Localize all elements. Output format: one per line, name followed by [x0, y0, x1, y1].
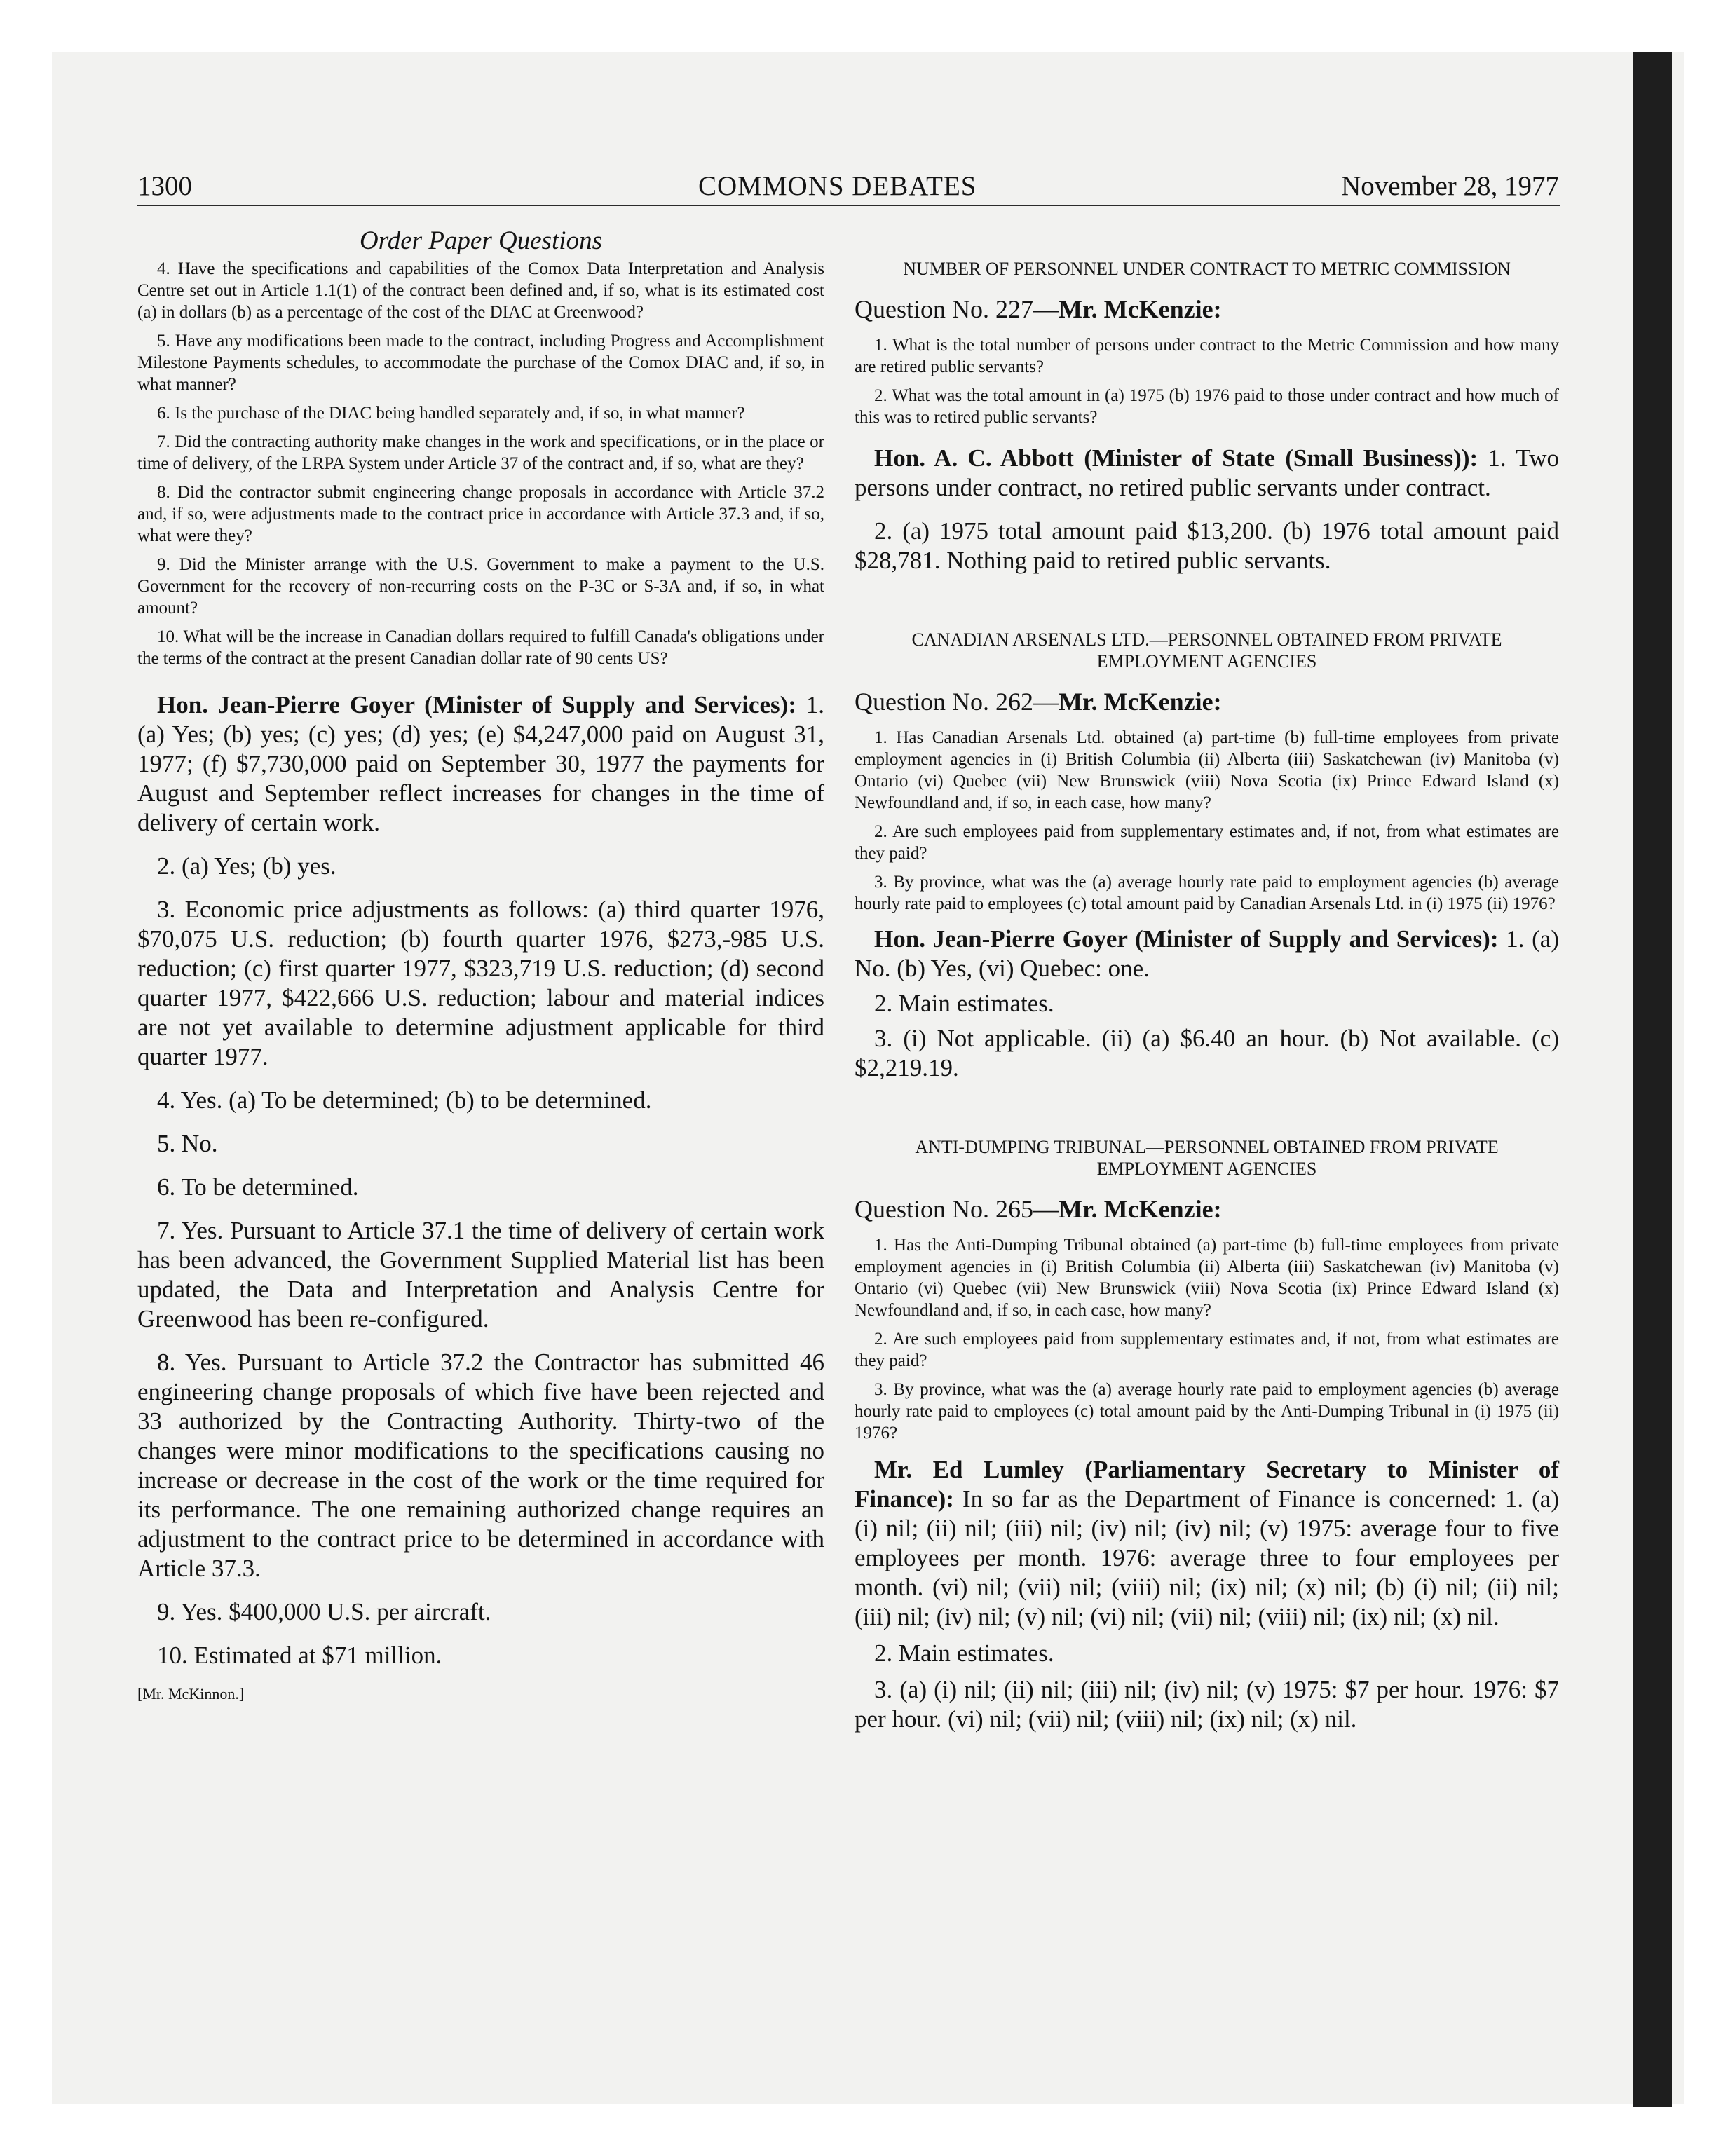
page-date: November 28, 1977: [1341, 171, 1559, 201]
question-item: 1. What is the total number of persons under contract to the Metric Commission and how many are retired public servants?: [855, 336, 1559, 376]
answer-paragraph: 5. No.: [157, 1130, 218, 1157]
question-item: 6. Is the purchase of the DIAC being handled separately and, if so, in what manner?: [157, 404, 745, 423]
question-number: [855, 294, 1559, 325]
running-head: Order Paper Questions: [360, 226, 602, 255]
answer-paragraph: 9. Yes. $400,000 U.S. per aircraft.: [157, 1598, 491, 1625]
answer-paragraph: 3. Economic price adjustments as follows: (a) third quarter 1976, $70,075 U.S. reduction; (b) fourth quarter 1976, $273,-985 U.S. reduction; (c) first quarter 1977, $323,719 U.S. reduction; (d) second quarter 1977, $422,666 U.S. reduction; labour and material indices are not yet available to determine adjustment applicable for third quarter 1977.: [137, 896, 824, 1070]
answer-paragraph: 6. To be determined.: [157, 1173, 359, 1201]
question-number: [855, 1194, 1559, 1224]
question-item: 5. Have any modifications been made to the contract, including Progress and Accomplishment Milestone Payments schedules, to accommodate the purchase of the Comox DIAC and, if so, in what manner?: [137, 332, 824, 394]
question-number-label: Question No. 227—: [855, 295, 1059, 323]
speaker-name: Hon. Jean-Pierre Goyer (Minister of Supply and Services):: [157, 691, 796, 718]
question-item: 4. Have the specifications and capabilities of the Comox Data Interpretation and Analysis Centre set out in Article 1.1(1) of the contract been defined and, if so, what is its estimated cost (a) in dollars (b) as a percentage of the cost of the DIAC at Greenwood?: [137, 259, 824, 322]
answer-paragraph: [855, 444, 1559, 503]
question-item: 2. Are such employees paid from supplementary estimates and, if not, from what estimates are they paid?: [855, 1330, 1559, 1370]
answer-text: 1. (a) Yes; (b) yes; (c) yes; (d) yes; (e) $4,247,000 paid on August 31, 1977; (f) $7,730,000 paid on September 30, 1977 the payments for August and September reflect increases for changes in the time of delivery of certain work.: [137, 691, 824, 836]
section-heading: ANTI-DUMPING TRIBUNAL—PERSONNEL OBTAINED FROM PRIVATE EMPLOYMENT AGENCIES: [915, 1137, 1499, 1179]
answer-paragraph: 4. Yes. (a) To be determined; (b) to be determined.: [157, 1086, 652, 1114]
answer-paragraph: 2. Main estimates.: [874, 1639, 1054, 1667]
answer-paragraph: 2. Main estimates.: [874, 990, 1054, 1017]
question-item: 9. Did the Minister arrange with the U.S. Government to make a payment to the U.S. Government for the recovery of non-recurring costs on the P-3C or S-3A and, if so, in what amount?: [137, 555, 824, 618]
answer-paragraph: [137, 690, 824, 838]
speaker-name: Mr. Ed Lumley (Parliamentary Secretary to Minister of Finance):: [855, 1456, 1559, 1513]
section-gap: [855, 589, 1559, 629]
question-member: Mr. McKenzie:: [1059, 688, 1222, 716]
speaker-name: Hon. A. C. Abbott (Minister of State (Small Business)):: [874, 444, 1478, 472]
speaker-credit: [Mr. McKinnon.]: [137, 1685, 245, 1703]
section-gap: [855, 1097, 1559, 1136]
answer-paragraph: [855, 1455, 1559, 1632]
page-number: 1300: [137, 171, 192, 201]
question-item: 7. Did the contracting authority make changes in the work and specifications, or in the place or time of delivery, of the LRPA System under Article 37 of the contract and, if so, what are they?: [137, 432, 824, 473]
question-item: 3. By province, what was the (a) average hourly rate paid to employment agencies (b) average hourly rate paid to employees (c) total amount paid by Canadian Arsenals Ltd. in (i) 1975 (ii) 1976?: [855, 873, 1559, 913]
question-item: 8. Did the contractor submit engineering change proposals in accordance with Article 37.2 and, if so, were adjustments made to the contract price in accordance with Article 37.3 and, if so, what were they?: [137, 483, 824, 545]
answer-paragraph: 7. Yes. Pursuant to Article 37.1 the time of delivery of certain work has been advanced, the Government Supplied Material list has been updated, the Data and Interpretation and Analysis Centre for Greenwood has been re-configured.: [137, 1217, 824, 1332]
question-item: 1. Has the Anti-Dumping Tribunal obtained (a) part-time (b) full-time employees from private employment agencies in (i) British Columbia (ii) Alberta (iii) Saskatchewan (iv) Manitoba (v) Ontario (vi) Quebec (vii) New Brunswick (viii) Nova Scotia (ix) Prince Edward Island (x) Newfoundland and, if so, in each case, how many?: [855, 1236, 1559, 1320]
answer-paragraph: 2. (a) Yes; (b) yes.: [157, 852, 336, 880]
scan-edge-bar: [1633, 52, 1672, 2107]
question-member: Mr. McKenzie:: [1059, 295, 1222, 323]
question-number-label: Question No. 265—: [855, 1195, 1059, 1223]
section-heading: NUMBER OF PERSONNEL UNDER CONTRACT TO METRIC COMMISSION: [903, 259, 1511, 279]
answer-text: 1. Two persons under contract, no retired public servants under contract.: [855, 444, 1559, 501]
question-item: 10. What will be the increase in Canadian dollars required to fulfill Canada's obligations under the terms of the contract at the present Canadian dollar rate of 90 cents US?: [137, 627, 824, 668]
answer-paragraph: 10. Estimated at $71 million.: [157, 1642, 442, 1669]
left-column: [137, 258, 824, 1704]
right-column: [855, 258, 1559, 1748]
question-member: Mr. McKenzie:: [1059, 1195, 1222, 1223]
answer-paragraph: 8. Yes. Pursuant to Article 37.2 the Contractor has submitted 46 engineering change proposals of which five have been rejected and 33 authorized by the Contracting Authority. Thirty-two of the changes were minor modifications to the specifications causing no increase or decrease in the cost of the work or the time required for its performance. The one remaining authorized change requires an adjustment to the contract price to be determined in accordance with Article 37.3.: [137, 1349, 824, 1582]
answer-text: 1. (a) No. (b) Yes, (vi) Quebec: one.: [855, 925, 1559, 982]
question-number: [855, 686, 1559, 717]
question-item: 3. By province, what was the (a) average hourly rate paid to employment agencies (b) average hourly rate paid to employees (c) total amount paid by the Anti-Dumping Tribunal in (i) 1975 (ii) 1976?: [855, 1380, 1559, 1442]
question-item: 1. Has Canadian Arsenals Ltd. obtained (a) part-time (b) full-time employees from private employment agencies in (i) British Columbia (ii) Alberta (iii) Saskatchewan (iv) Manitoba (v) Ontario (vi) Quebec (vii) New Brunswick (viii) Nova Scotia (ix) Prince Edward Island (x) Newfoundland and, if so, in each case, how many?: [855, 728, 1559, 812]
question-item: 2. Are such employees paid from supplementary estimates and, if not, from what estimates are they paid?: [855, 822, 1559, 863]
speaker-name: Hon. Jean-Pierre Goyer (Minister of Supply and Services):: [874, 925, 1499, 953]
journal-title: COMMONS DEBATES: [698, 171, 977, 201]
answer-paragraph: 2. (a) 1975 total amount paid $13,200. (b) 1976 total amount paid $28,781. Nothing paid to retired public servants.: [855, 517, 1559, 574]
answer-paragraph: 3. (a) (i) nil; (ii) nil; (iii) nil; (iv) nil; (v) 1975: $7 per hour. 1976: $7 per hour. (vi) nil; (vii) nil; (viii) nil; (ix) nil; (x) nil.: [855, 1676, 1559, 1733]
answer-text: In so far as the Department of Finance is concerned: 1. (a) (i) nil; (ii) nil; (iii) nil; (iv) nil; (iv) nil; (v) 1975: average four to five employees per month. 1976: average three to four employees per month. (vi) nil; (vii) nil; (viii) nil; (ix) nil; (x) nil; (b) (i) nil; (ii) nil; (iii) nil; (iv) nil; (v) nil; (vi) nil; (vii) nil; (viii) nil; (ix) nil; (x) nil.: [855, 1485, 1559, 1630]
answer-paragraph: [855, 925, 1559, 983]
question-number-label: Question No. 262—: [855, 688, 1059, 716]
question-item: 2. What was the total amount in (a) 1975 (b) 1976 paid to those under contract and how much of this was to retired public servants?: [855, 386, 1559, 427]
section-heading: CANADIAN ARSENALS LTD.—PERSONNEL OBTAINED FROM PRIVATE EMPLOYMENT AGENCIES: [911, 629, 1502, 671]
header-rule: [137, 205, 1560, 206]
answer-paragraph: 3. (i) Not applicable. (ii) (a) $6.40 an hour. (b) Not available. (c) $2,219.19.: [855, 1025, 1559, 1082]
